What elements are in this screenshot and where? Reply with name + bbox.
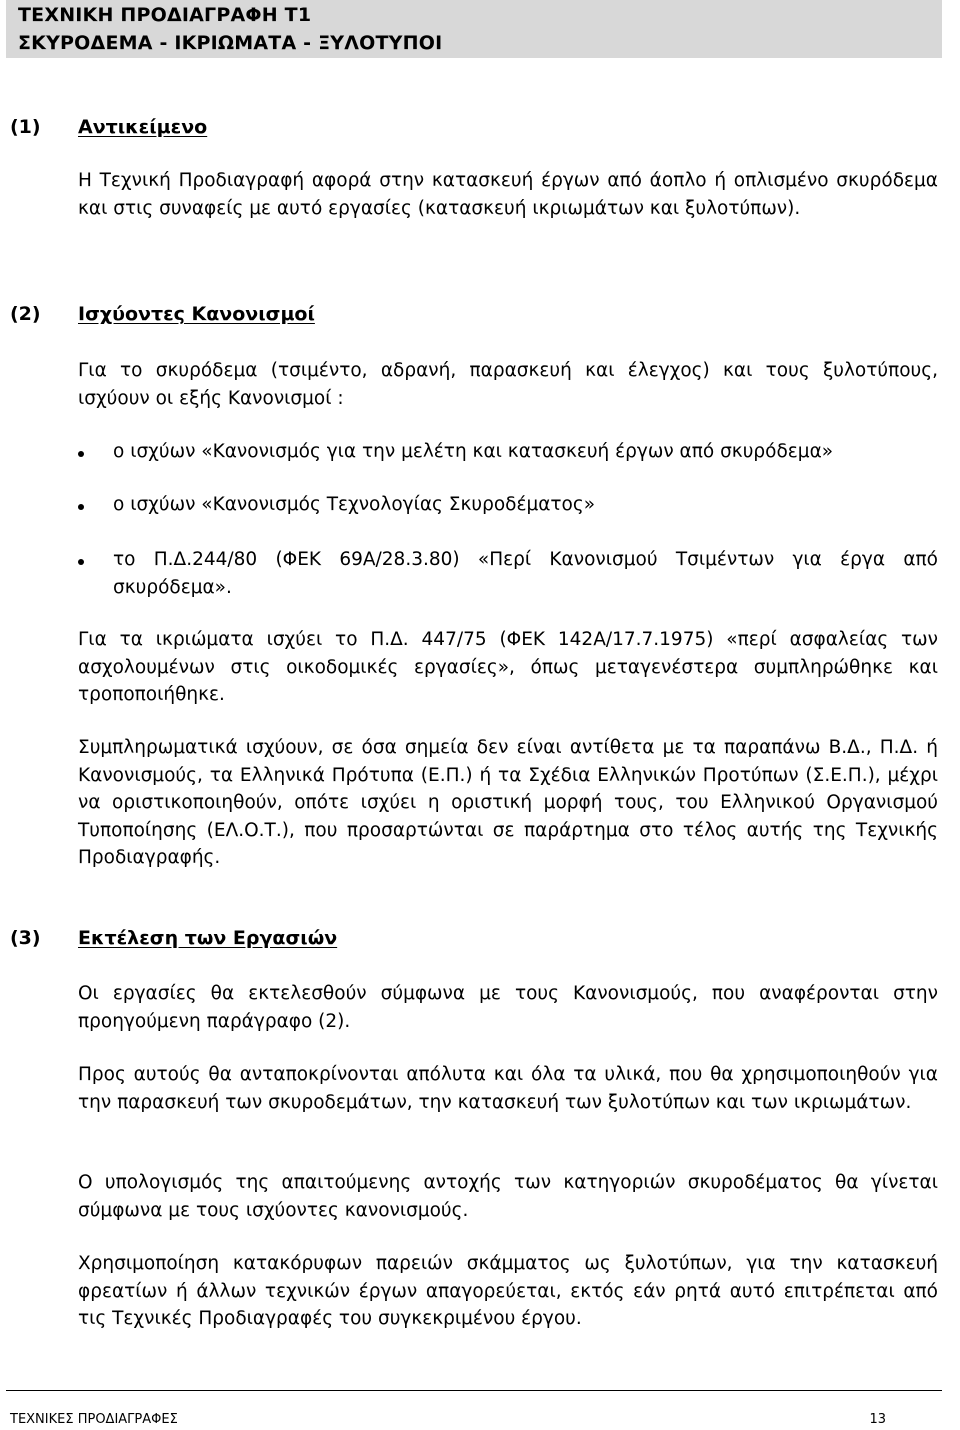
section-2-paragraph-2: Συμπληρωματικά ισχύουν, σε όσα σημεία δεν είναι αντίθετα με τα παραπάνω Β.Δ., Π.Δ. ή Κανονισμούς, τα Ελληνικά Πρότυπα (Ε.Π.) ή τα Σχέδια Ελληνικών Προτύπων (Σ.Ε.Π.), μέχρι να οριστικοποιηθούν, οπότε ισχύει η οριστική μορφή τους, του Ελληνικού Οργανισμού Τυποποίησης (ΕΛ.Ο.Τ.), που προσαρτώνται σε παράρτημα στο τέλος αυτής της Τεχνικής Προδιαγραφής. xyxy=(78,737,938,868)
page-number: 13 xyxy=(869,1412,886,1427)
document-header xyxy=(6,0,942,58)
section-2-bullet-2: ο ισχύων «Κανονισμός Τεχνολογίας Σκυροδέματος» xyxy=(113,494,596,515)
section-2-bullet-3: το Π.Δ.244/80 (ΦΕΚ 69Α/28.3.80) «Περί Κανονισμού Τσιμέντων για έργα από σκυρόδεμα». xyxy=(113,549,938,598)
footer-divider xyxy=(6,1390,942,1391)
section-2-paragraph-1: Για τα ικριώματα ισχύει το Π.Δ. 447/75 (ΦΕΚ 142Α/17.7.1975) «περί ασφαλείας των ασχολουμένων στις οικοδομικές εργασίες», όπως μεταγενέστερα συμπληρώθηκε και τροποποιήθηκε. xyxy=(78,629,938,705)
bullet-dot xyxy=(78,504,84,510)
section-2-title: Ισχύοντες Κανονισμοί xyxy=(78,303,315,325)
section-2-intro: Για το σκυρόδεμα (τσιμέντο, αδρανή, παρασκευή και έλεγχος) και τους ξυλοτύπους, ισχύουν οι εξής Κανονισμοί : xyxy=(78,360,938,409)
header-title: ΤΕΧΝΙΚΗ ΠΡΟΔΙΑΓΡΑΦΗ Τ1 xyxy=(18,4,312,26)
section-3-paragraph-4: Χρησιμοποίηση κατακόρυφων παρειών σκάμματος ως ξυλοτύπων, για την κατασκευή φρεατίων ή άλλων τεχνικών έργων απαγορεύεται, εκτός εάν ρητά αυτό επιτρέπεται από τις Τεχνικές Προδιαγραφές του συγκεκριμένου έργου. xyxy=(78,1253,938,1329)
section-1-title: Αντικείμενο xyxy=(78,116,208,138)
section-3-number: (3) xyxy=(10,927,41,949)
section-3-paragraph-1: Οι εργασίες θα εκτελεσθούν σύμφωνα με τους Κανονισμούς, που αναφέρονται στην προηγούμενη παράγραφο (2). xyxy=(78,983,938,1032)
section-2-number: (2) xyxy=(10,303,41,325)
bullet-dot xyxy=(78,451,84,457)
section-3-title: Εκτέλεση των Εργασιών xyxy=(78,927,338,949)
section-1-paragraph-1: Η Τεχνική Προδιαγραφή αφορά στην κατασκευή έργων από άοπλο ή οπλισμένο σκυρόδεμα και στις συναφείς με αυτό εργασίες (κατασκευή ικριωμάτων και ξυλοτύπων). xyxy=(78,170,938,219)
section-3-paragraph-3: Ο υπολογισμός της απαιτούμενης αντοχής των κατηγοριών σκυροδέματος θα γίνεται σύμφωνα με τους ισχύοντες κανονισμούς. xyxy=(78,1172,938,1221)
section-3-paragraph-2: Προς αυτούς θα ανταποκρίνονται απόλυτα και όλα τα υλικά, που θα χρησιμοποιηθούν για την παρασκευή των σκυροδεμάτων, την κατασκευή των ξυλοτύπων και των ικριωμάτων. xyxy=(78,1064,938,1113)
header-subtitle: ΣΚΥΡΟΔΕΜΑ - ΙΚΡΙΩΜΑΤΑ - ΞΥΛΟΤΥΠΟΙ xyxy=(18,32,443,54)
bullet-dot xyxy=(78,559,84,565)
section-2-bullet-1: ο ισχύων «Κανονισμός για την μελέτη και κατασκευή έργων από σκυρόδεμα» xyxy=(113,441,834,462)
section-1-number: (1) xyxy=(10,116,41,138)
footer-label: ΤΕΧΝΙΚΕΣ ΠΡΟΔΙΑΓΡΑΦΕΣ xyxy=(10,1412,178,1427)
